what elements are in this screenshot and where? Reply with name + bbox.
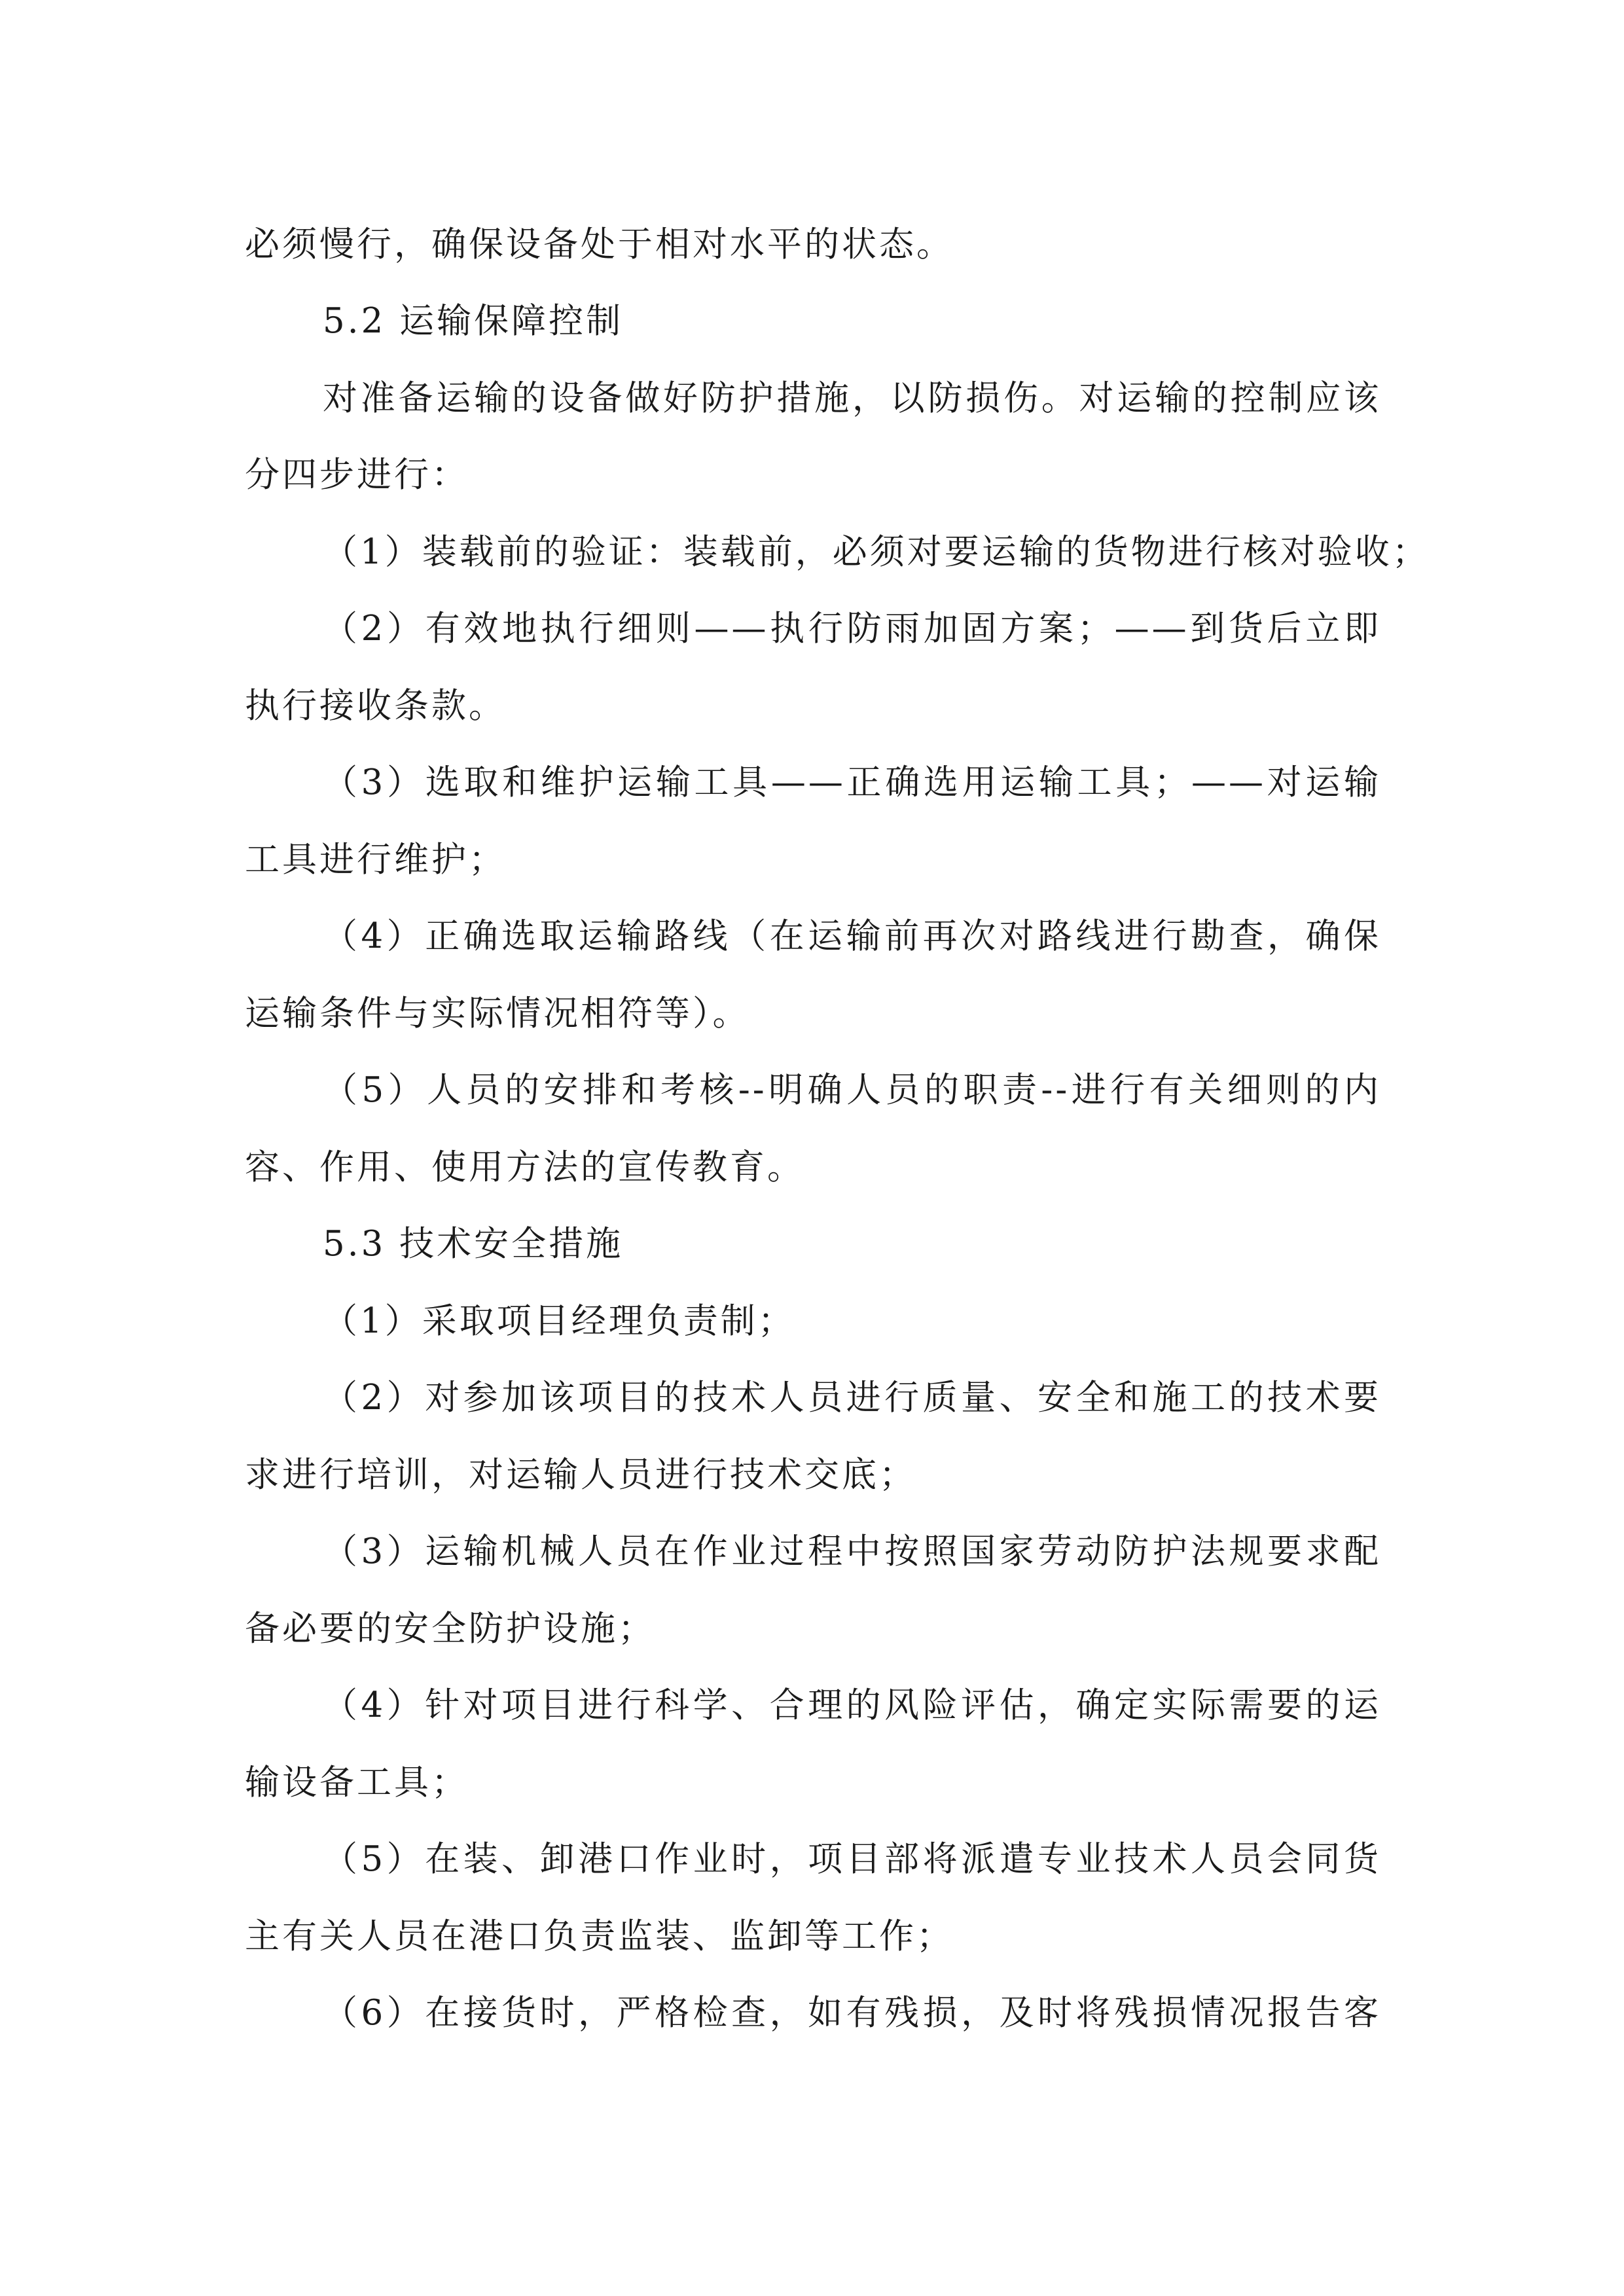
paragraph-line: 对准备运输的设备做好防护措施，以防损伤。对运输的控制应该: [323, 378, 1381, 418]
paragraph-line: 执行接收条款。: [245, 686, 506, 726]
list-item: （6）在接货时，严格检查，如有残损，及时将残损情况报告客: [323, 1993, 1381, 2033]
paragraph-line: 输设备工具；: [245, 1763, 469, 1803]
list-item: （3）运输机械人员在作业过程中按照国家劳动防护法规要求配: [323, 1532, 1381, 1571]
list-item: （1）采取项目经理负责制；: [323, 1301, 795, 1341]
section-heading: 5.2 运输保障控制: [323, 301, 624, 341]
list-item: （4）针对项目进行科学、合理的风险评估，确定实际需要的运: [323, 1685, 1381, 1725]
paragraph-line: 求进行培训，对运输人员进行技术交底；: [245, 1455, 916, 1495]
paragraph-line: 备必要的安全防护设施；: [245, 1609, 655, 1649]
paragraph-line: 必须慢行，确保设备处于相对水平的状态。: [245, 224, 954, 264]
list-item: （5）人员的安排和考核--明确人员的职责--进行有关细则的内: [323, 1070, 1381, 1110]
list-item: （3）选取和维护运输工具——正确选用运输工具；——对运输: [323, 762, 1381, 802]
paragraph-line: 运输条件与实际情况相符等）。: [245, 994, 750, 1033]
paragraph-line: 主有关人员在港口负责监装、监卸等工作；: [245, 1916, 954, 1956]
list-item: （5）在装、卸港口作业时，项目部将派遣专业技术人员会同货: [323, 1839, 1381, 1879]
paragraph-line: 分四步进行：: [245, 455, 469, 495]
list-item: （4）正确选取运输路线（在运输前再次对路线进行勘查，确保: [323, 916, 1381, 956]
list-item: （2）对参加该项目的技术人员进行质量、安全和施工的技术要: [323, 1378, 1381, 1418]
list-item: （1）装载前的验证：装载前，必须对要运输的货物进行核对验收；: [323, 532, 1430, 572]
paragraph-line: 工具进行维护；: [245, 840, 506, 880]
list-item: （2）有效地执行细则——执行防雨加固方案；——到货后立即: [323, 609, 1381, 649]
section-heading: 5.3 技术安全措施: [323, 1224, 624, 1264]
paragraph-line: 容、作用、使用方法的宣传教育。: [245, 1147, 804, 1187]
